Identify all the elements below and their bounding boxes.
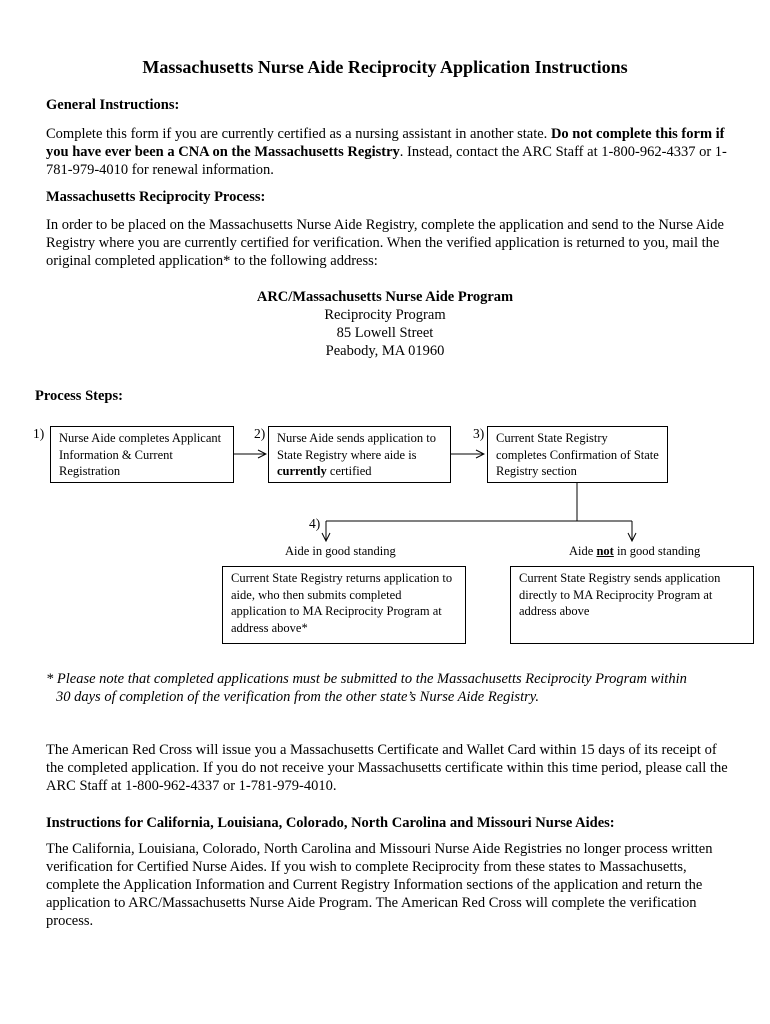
step-1-number: 1) xyxy=(33,426,45,441)
step-3-number: 3) xyxy=(473,426,485,441)
step-2-text-pre: Nurse Aide sends application to State Registry where aide is xyxy=(277,431,436,462)
states-paragraph: The California, Louisiana, Colorado, North Carolina and Missouri Nurse Aide Registries no longer process written verification for Certified Nurse Aides. If you wish to complete Reciprocity from these states to Massachusetts, complete the Application Information and Current Registry Information sections of the application and return the application to ARC/Massachusetts Nurse Aide Program. The American Red Cross will complete the verification process. xyxy=(46,841,713,929)
not-good-standing-label xyxy=(569,544,700,559)
not-good-pre: Aide xyxy=(569,544,597,558)
step-2-box xyxy=(268,426,451,483)
step-2-text-post: certified xyxy=(326,464,372,478)
good-standing-box: Current State Registry returns application to aide, who then submits completed application to MA Reciprocity Program at address above* xyxy=(222,566,466,644)
not-good-post: in good standing xyxy=(613,544,701,558)
step-2-text-bold: currently xyxy=(277,464,327,478)
address-line-2: Reciprocity Program xyxy=(324,307,446,323)
not-good-standing-box: Current State Registry sends application directly to MA Reciprocity Program at address above xyxy=(510,566,754,644)
general-text-2: . Instead, contact the ARC Staff at 1-800-962-4337 or 1-781-979-4010 for renewal information. xyxy=(46,144,727,178)
page-title: Massachusetts Nurse Aide Reciprocity Application Instructions xyxy=(142,57,628,77)
general-text-1: Complete this form if you are currently certified as a nursing assistant in another state. xyxy=(46,126,551,142)
step-3-box: Current State Registry completes Confirmation of State Registry section xyxy=(487,426,668,483)
step-4-number: 4) xyxy=(309,516,321,531)
reciprocity-process-heading: Massachusetts Reciprocity Process: xyxy=(46,189,266,205)
submission-note xyxy=(46,670,696,706)
step-2-number: 2) xyxy=(254,426,266,441)
process-steps-heading: Process Steps: xyxy=(35,388,123,404)
address-line-1: ARC/Massachusetts Nurse Aide Program xyxy=(256,289,514,305)
reciprocity-process-text: In order to be placed on the Massachusetts Nurse Aide Registry, complete the application and send to the Nurse Aide Registry where you are currently certified for verification. When the verified application is returned to you, mail the original completed application* to the following address: xyxy=(46,217,724,269)
good-standing-label: Aide in good standing xyxy=(285,544,396,558)
states-heading: Instructions for California, Louisiana, Colorado, North Carolina and Missouri Nurse Aides: xyxy=(46,815,615,831)
general-instructions-heading: General Instructions: xyxy=(46,97,180,113)
red-cross-paragraph: The American Red Cross will issue you a Massachusetts Certificate and Wallet Card within 15 days of its receipt of the completed application. If you do not receive your Massachusetts certificate within this time period, please call the ARC Staff at 1-800-962-4337 or 1-781-979-4010. xyxy=(46,742,728,794)
step-1-box: Nurse Aide completes Applicant Information & Current Registration xyxy=(50,426,234,483)
general-bold-warning: Do not complete this form if you have ever been a CNA on the Massachusetts Registry xyxy=(46,126,725,160)
not-good-emphasis: not xyxy=(596,544,614,558)
address-line-4: Peabody, MA 01960 xyxy=(325,343,445,359)
submission-note-text: * Please note that completed applications must be submitted to the Massachusetts Reciprocity Program within 30 days of completion of the verification from the other state’s Nurse Aide Registry. xyxy=(46,671,687,705)
address-line-3: 85 Lowell Street xyxy=(336,325,434,341)
